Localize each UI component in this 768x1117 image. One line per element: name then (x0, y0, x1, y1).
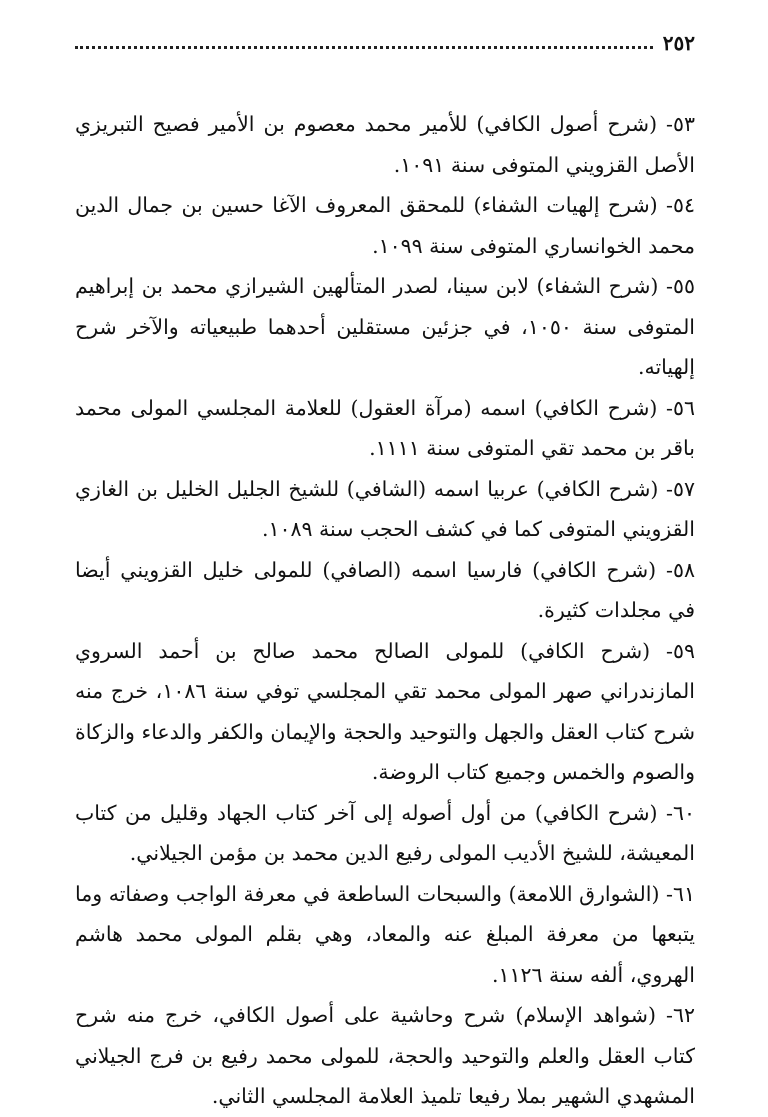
entry-58: ٥٨- (شرح الكافي) فارسيا اسمه (الصافي) للمولى خليل القزويني أيضا في مجلدات كثيرة. (75, 557, 695, 622)
entry-56: ٥٦- (شرح الكافي) اسمه (مرآة العقول) للعلامة المجلسي المولى محمد باقر بن محمد تقي المتوفى سنة ١١١١. (75, 395, 695, 460)
entry-54: ٥٤- (شرح إلهيات الشفاء) للمحقق المعروف الآغا حسين بن جمال الدين محمد الخوانساري المتوفى سنة ١٠٩٩. (75, 193, 695, 258)
entry-55: ٥٥- (شرح الشفاء) لابن سينا، لصدر المتألهين الشيرازي محمد بن إبراهيم المتوفى سنة ١٠٥٠، في جزئين مستقلين أحدهما طبيعياته والآخر شرح إلهياته. (75, 274, 696, 379)
entry-61: ٦١- (الشوارق اللامعة) والسبحات الساطعة في معرفة الواجب وصفاته وما يتبعها من معرفة المبلغ عنه والمعاد، وهي بقلم المولى محمد هاشم الهروي، ألفه سنة ١١٢٦. (75, 881, 695, 987)
page-header (75, 28, 695, 58)
entries-list (75, 104, 695, 1117)
header-dotted-rule (75, 46, 653, 49)
entry-57: ٥٧- (شرح الكافي) عربيا اسمه (الشافي) للشيخ الجليل الخليل بن الغازي القزويني المتوفى كما في كشف الحجب سنة ١٠٨٩. (75, 476, 695, 541)
entry-60: ٦٠- (شرح الكافي) من أول أصوله إلى آخر كتاب الجهاد وقليل من كتاب المعيشة، للشيخ الأديب المولى رفيع الدين محمد بن مؤمن الجيلاني. (75, 800, 695, 865)
document-page (75, 28, 695, 1117)
entry-59: ٥٩- (شرح الكافي) للمولى الصالح محمد صالح بن أحمد السروي المازندراني صهر المولى محمد تقي المجلسي توفي سنة ١٠٨٦، خرج منه شرح كتاب العقل والجهل والتوحيد والحجة والإيمان والكفر والدعاء والزكاة والصوم والخمس وجميع كتاب الروضة. (75, 638, 695, 784)
entry-62: ٦٢- (شواهد الإسلام) شرح وحاشية على أصول الكافي، خرج منه شرح كتاب العقل والعلم والتوحيد والحجة، للمولى محمد رفيع بن فرج الجيلاني المشهدي الشهير بملا رفيعا تلميذ العلامة المجلسي الثاني. (75, 1003, 695, 1108)
page-number: ٢٥٢ (662, 31, 695, 55)
entry-53: ٥٣- (شرح أصول الكافي) للأمير محمد معصوم بن الأمير فصيح التبريزي الأصل القزويني المتوفى سنة ١٠٩١. (75, 112, 695, 177)
